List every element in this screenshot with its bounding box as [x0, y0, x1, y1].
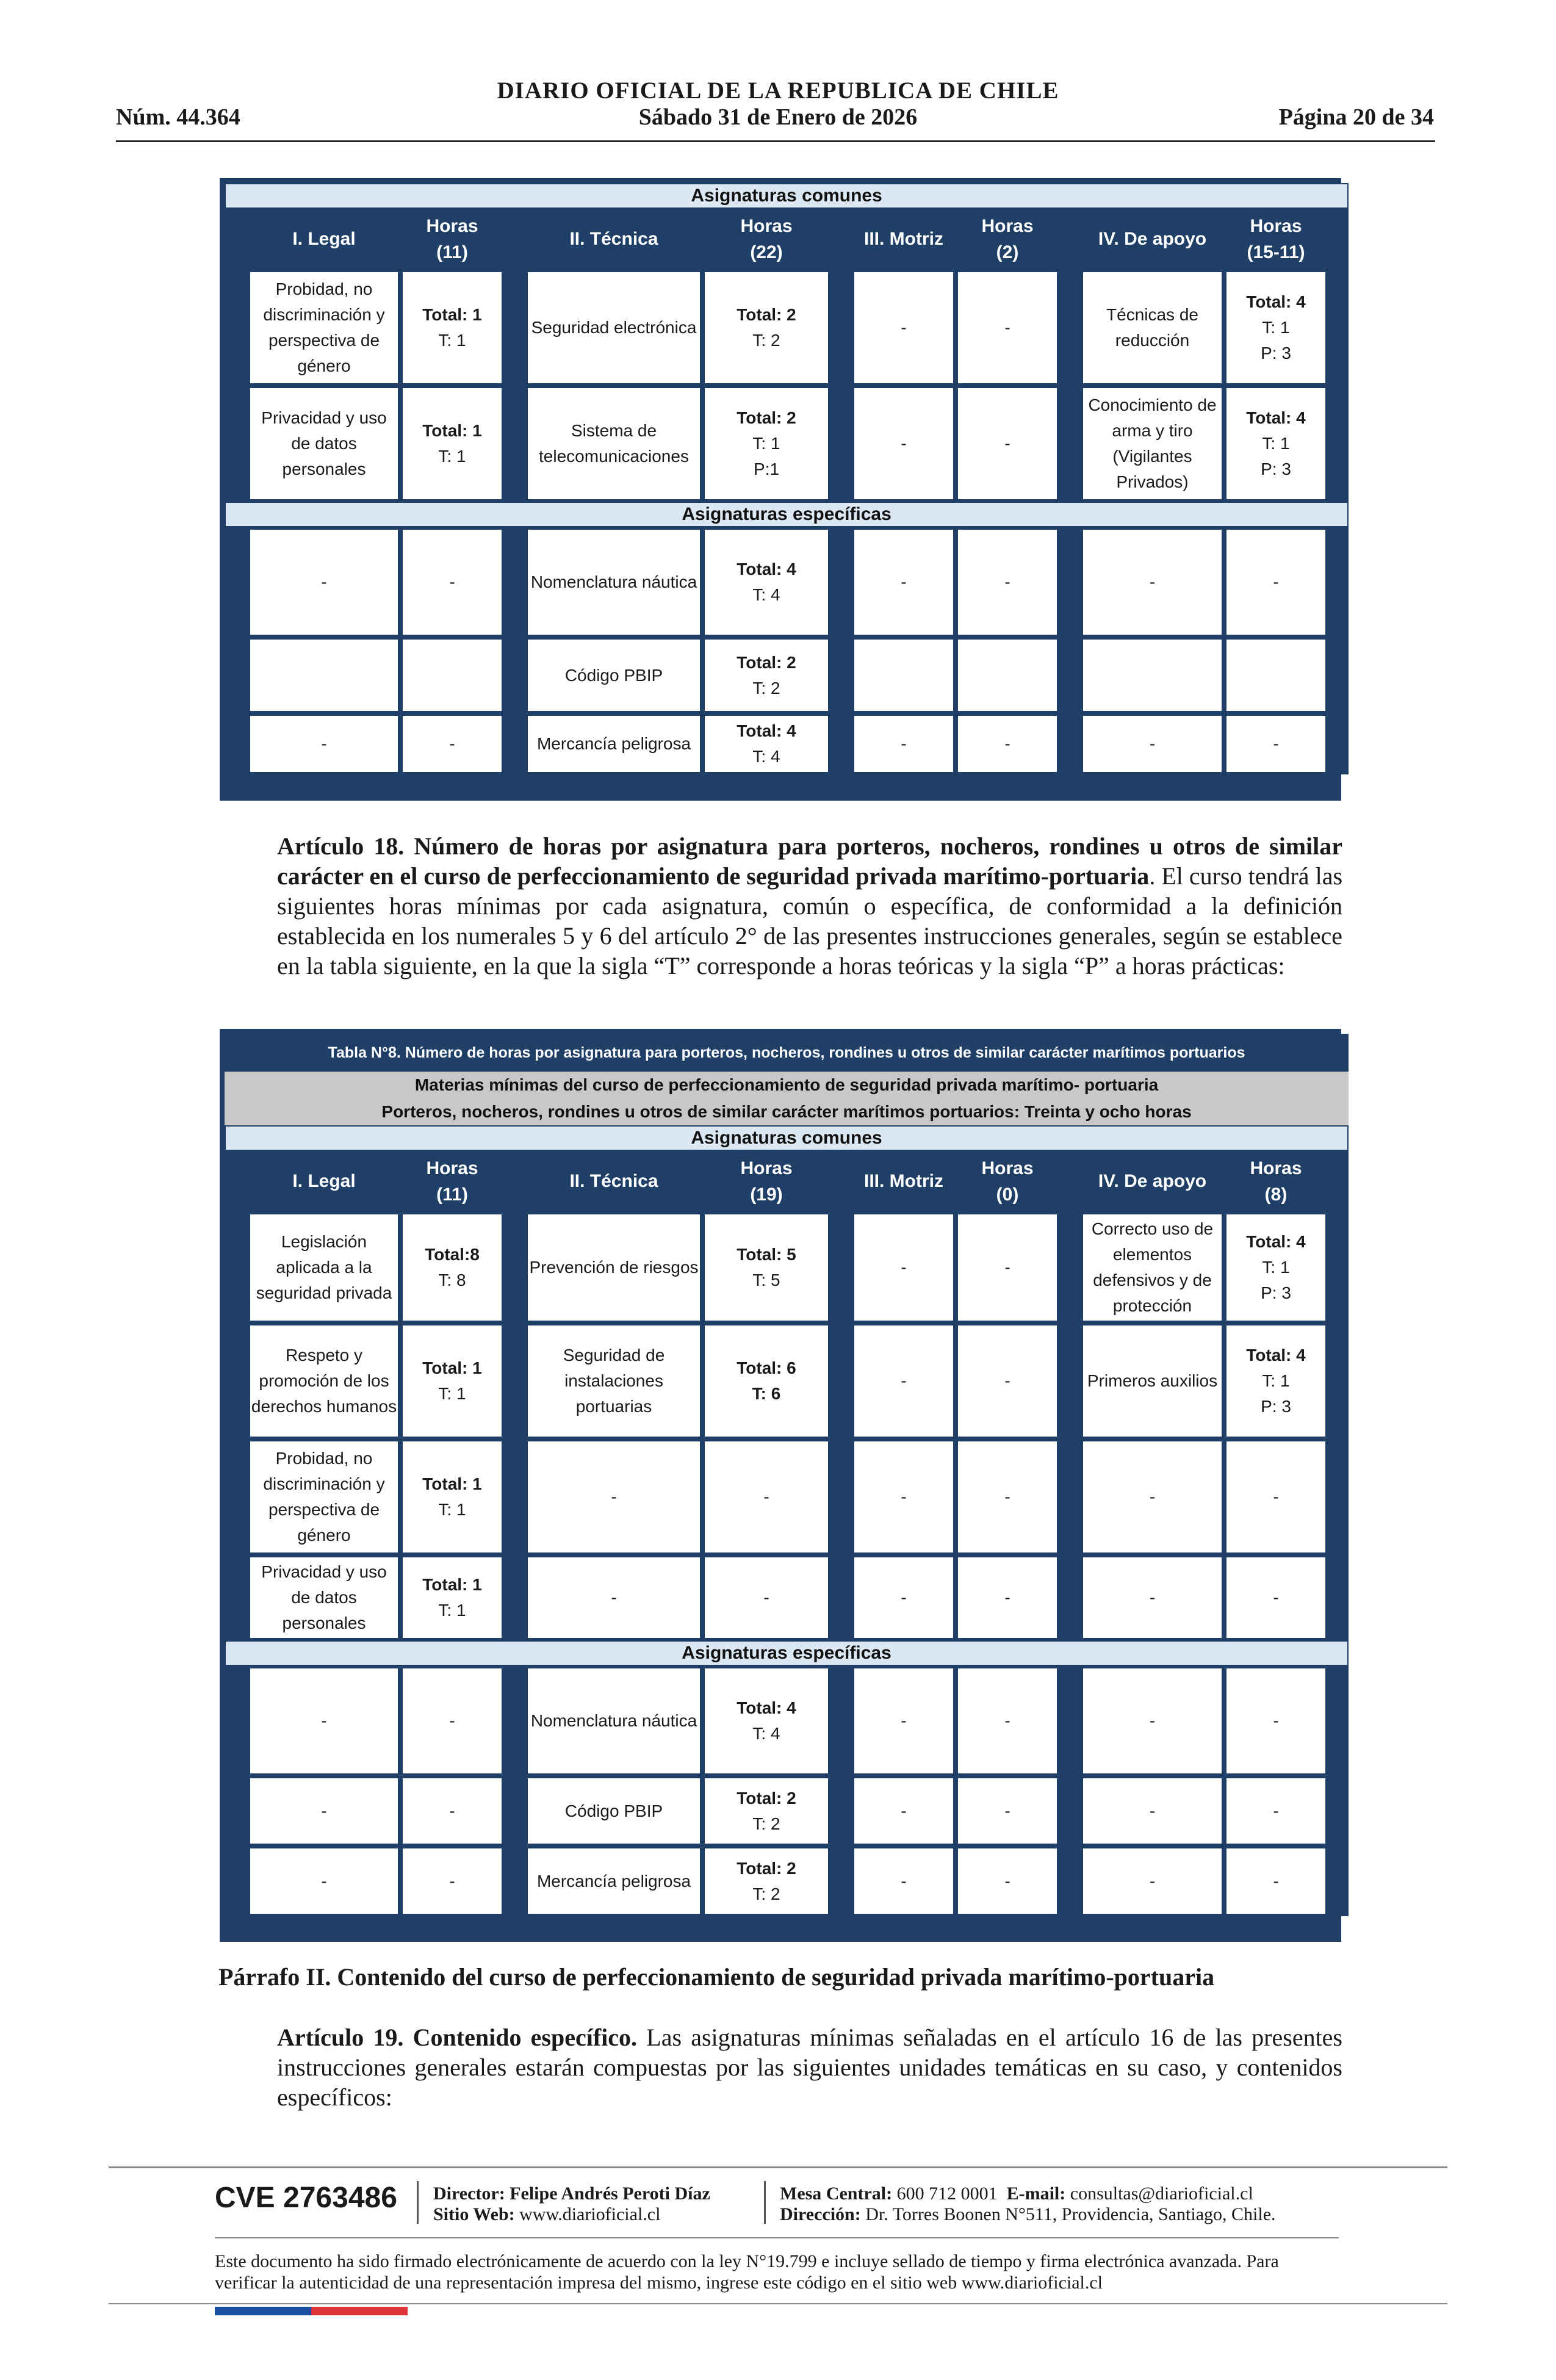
- hours-cell: -: [956, 1439, 1059, 1555]
- subject-cell: -: [248, 713, 400, 774]
- subject-cell: -: [1081, 1846, 1224, 1916]
- article-19-heading: Artículo 19. Contenido específico.: [277, 2024, 638, 2051]
- subject-cell: -: [852, 1846, 956, 1916]
- table-row: [225, 1212, 1349, 1323]
- subject-cell: -: [525, 1555, 702, 1640]
- hours-cell: Total: 2 T: 2: [702, 1776, 830, 1846]
- subject-cell: -: [1081, 713, 1224, 774]
- hours-cell: Total: 4 T: 4: [702, 1666, 830, 1776]
- col-motriz-header: III. Motriz: [864, 1171, 943, 1192]
- hours-cell: Total:8 T: 8: [400, 1212, 504, 1323]
- footer-separator: [764, 2181, 766, 2224]
- hours-cell: -: [956, 1212, 1059, 1323]
- hours-cell: Total: 4 T: 1 P: 3: [1224, 1323, 1328, 1439]
- subject-cell: Código PBIP: [525, 637, 702, 713]
- director-name: Felipe Andrés Peroti Díaz: [510, 2183, 710, 2204]
- hours-table-2: [220, 1029, 1341, 1942]
- subject-cell: Seguridad de instalaciones portuarias: [525, 1323, 702, 1439]
- table-row: [225, 637, 1349, 713]
- subject-cell: -: [1081, 1776, 1224, 1846]
- table-row: [225, 1555, 1349, 1640]
- hours-cell: Total: 2 T: 2: [702, 1846, 830, 1916]
- hours-cell: -: [956, 1323, 1059, 1439]
- flag-stripe-red: [311, 2307, 408, 2315]
- hours-table-1: [220, 178, 1341, 801]
- col-tecnica-hours-header: Horas (19): [740, 1158, 793, 1205]
- hours-cell: -: [400, 1776, 504, 1846]
- hours-cell: -: [1224, 1439, 1328, 1555]
- hours-cell: Total: 6 T: 6: [702, 1323, 830, 1439]
- hours-cell: [1224, 637, 1328, 713]
- footer-divider-mid: [215, 2237, 1339, 2238]
- article-18-heading: Artículo 18. Número de horas por asignatura para porteros, nocheros, rondines u otros de similar carácter en el curso de perfeccionamiento de seguridad privada marítimo-portuaria: [277, 832, 1342, 890]
- article-19-paragraph: [218, 2022, 1342, 2112]
- common-subjects-band: Asignaturas comunes: [225, 1125, 1349, 1151]
- hours-cell: -: [956, 527, 1059, 637]
- hours-cell: Total: 4 T: 1 P: 3: [1224, 1212, 1328, 1323]
- subject-cell: Sistema de telecomunicaciones: [525, 386, 702, 502]
- subject-cell: -: [248, 1776, 400, 1846]
- subject-cell: Correcto uso de elementos defensivos y de protección: [1081, 1212, 1224, 1323]
- hours-cell: -: [956, 1846, 1059, 1916]
- hours-cell: Total: 4 T: 1 P: 3: [1224, 270, 1328, 386]
- hours-cell: Total: 2 T: 1 P:1: [702, 386, 830, 502]
- subject-cell: -: [525, 1439, 702, 1555]
- hours-cell: -: [956, 1776, 1059, 1846]
- phone-number: 600 712 0001: [896, 2183, 998, 2204]
- hours-cell: -: [1224, 527, 1328, 637]
- subject-cell: Conocimiento de arma y tiro (Vigilantes Privados): [1081, 386, 1224, 502]
- col-legal-header: I. Legal: [292, 229, 356, 250]
- hours-cell: -: [956, 270, 1059, 386]
- subject-cell: -: [248, 527, 400, 637]
- col-motriz-hours-header: Horas (2): [981, 215, 1034, 262]
- subject-cell: -: [248, 1846, 400, 1916]
- hours-cell: -: [400, 1666, 504, 1776]
- subject-cell: Mercancía peligrosa: [525, 1846, 702, 1916]
- hours-cell: Total: 4 T: 4: [702, 713, 830, 774]
- col-apoyo-header: IV. De apoyo: [1098, 229, 1207, 250]
- subject-cell: -: [852, 1212, 956, 1323]
- hours-cell: -: [956, 386, 1059, 502]
- col-tecnica-header: II. Técnica: [569, 1171, 658, 1192]
- hours-cell: Total: 4 T: 1 P: 3: [1224, 386, 1328, 502]
- article-18-text: . El curso tendrá las siguientes horas mínimas por cada asignatura, común o específica, de conformidad a la definición establecida en los numerales 5 y 6 del artículo 2° de las presentes instrucciones generales, según se establece en la tabla siguiente, en la que la sigla “T” corresponde a horas teóricas y la sigla “P” a horas prácticas:: [277, 862, 1343, 979]
- hours-cell: -: [1224, 1776, 1328, 1846]
- table-row: [225, 527, 1349, 637]
- col-motriz-hours-header: Horas (0): [981, 1158, 1034, 1205]
- subject-cell: -: [1081, 1439, 1224, 1555]
- hours-cell: -: [1224, 713, 1328, 774]
- hours-cell: -: [1224, 1555, 1328, 1640]
- subject-cell: Prevención de riesgos: [525, 1212, 702, 1323]
- hours-grid-1: [225, 183, 1349, 774]
- subject-cell: -: [852, 1323, 956, 1439]
- hours-cell: -: [400, 713, 504, 774]
- subject-cell: Mercancía peligrosa: [525, 713, 702, 774]
- subject-cell: -: [1081, 1555, 1224, 1640]
- table-row: [225, 1776, 1349, 1846]
- signature-note: Este documento ha sido firmado electrónicamente de acuerdo con la ley N°19.799 e incluye sellado de tiempo y firma electrónica avanzada. Para verificar la autenticidad de una representación impresa del mismo, ingrese este código en el sitio web www.diarioficial.cl: [215, 2251, 1279, 2293]
- issue-number: Núm. 44.364: [116, 104, 240, 130]
- footer-divider-bottom: [109, 2303, 1447, 2304]
- flag-stripe-blue: [215, 2307, 311, 2315]
- subject-cell: -: [852, 1439, 956, 1555]
- subject-cell: Respeto y promoción de los derechos humanos: [248, 1323, 400, 1439]
- hours-cell: Total: 5 T: 5: [702, 1212, 830, 1323]
- table-header-row: [225, 1151, 1349, 1212]
- subject-cell: Probidad, no discriminación y perspectiva de género: [248, 1439, 400, 1555]
- subject-cell: Técnicas de reducción: [1081, 270, 1224, 386]
- subject-cell: -: [852, 1776, 956, 1846]
- specific-subjects-band: Asignaturas específicas: [225, 502, 1349, 527]
- issue-date: Sábado 31 de Enero de 2026: [638, 104, 918, 130]
- hours-cell: -: [956, 713, 1059, 774]
- col-apoyo-header: IV. De apoyo: [1098, 1171, 1207, 1192]
- table-subtitle-2: Porteros, nocheros, rondines u otros de similar carácter marítimos portuarios: Treinta y ocho horas: [225, 1098, 1349, 1125]
- table-row: [225, 1666, 1349, 1776]
- page-indicator: Página 20 de 34: [1278, 104, 1434, 130]
- hours-cell: Total: 1 T: 1: [400, 1439, 504, 1555]
- article-18-paragraph: [218, 831, 1342, 981]
- hours-cell: Total: 2 T: 2: [702, 637, 830, 713]
- table-row: [225, 386, 1349, 502]
- hours-cell: Total: 4 T: 4: [702, 527, 830, 637]
- hours-cell: -: [702, 1555, 830, 1640]
- hours-cell: Total: 1 T: 1: [400, 1323, 504, 1439]
- table-row: [225, 1439, 1349, 1555]
- subject-cell: Probidad, no discriminación y perspectiva de género: [248, 270, 400, 386]
- footer-separator: [417, 2181, 419, 2224]
- hours-cell: -: [956, 1555, 1059, 1640]
- col-legal-hours-header: Horas (11): [426, 215, 478, 262]
- hours-cell: Total: 1 T: 1: [400, 270, 504, 386]
- hours-cell: -: [400, 1846, 504, 1916]
- table-caption: Tabla N°8. Número de horas por asignatura para porteros, nocheros, rondines u otros de similar carácter marítimos portuarios: [225, 1034, 1349, 1072]
- subject-cell: Privacidad y uso de datos personales: [248, 1555, 400, 1640]
- table-row: [225, 270, 1349, 386]
- header-divider: [116, 140, 1435, 142]
- hours-cell: Total: 1 T: 1: [400, 1555, 504, 1640]
- website-link[interactable]: www.diarioficial.cl: [519, 2204, 661, 2224]
- email-link[interactable]: consultas@diarioficial.cl: [1070, 2183, 1253, 2204]
- table-row: [225, 1846, 1349, 1916]
- table-row: [225, 713, 1349, 774]
- hours-cell: -: [1224, 1666, 1328, 1776]
- subject-cell: -: [1081, 527, 1224, 637]
- footer-contact-block: Mesa Central: 600 712 0001 E-mail: consultas@diarioficial.cl Dirección: Dr. Torres Boonen N°511, Providencia, Santiago, Chile.: [780, 2183, 1276, 2224]
- subject-cell: Seguridad electrónica: [525, 270, 702, 386]
- subject-cell: Legislación aplicada a la seguridad privada: [248, 1212, 400, 1323]
- article-19-text: Las asignaturas mínimas señaladas en el artículo 16 de las presentes instrucciones generales estarán compuestas por las siguientes unidades temáticas en su caso, y contenidos específicos:: [277, 2024, 1343, 2111]
- subject-cell: -: [248, 1666, 400, 1776]
- specific-subjects-band: Asignaturas específicas: [225, 1640, 1349, 1666]
- subject-cell: Código PBIP: [525, 1776, 702, 1846]
- col-apoyo-hours-header: Horas (8): [1250, 1158, 1302, 1205]
- subject-cell: -: [852, 713, 956, 774]
- hours-cell: -: [400, 527, 504, 637]
- paragraph-2-title: Párrafo II. Contenido del curso de perfeccionamiento de seguridad privada marítimo-portuaria: [218, 1963, 1215, 1991]
- hours-cell: -: [956, 1666, 1059, 1776]
- col-apoyo-hours-header: Horas (15-11): [1247, 215, 1305, 262]
- subject-cell: -: [1081, 1666, 1224, 1776]
- footer-director-block: Director: Felipe Andrés Peroti Díaz Sitio Web: www.diarioficial.cl: [433, 2183, 710, 2224]
- col-tecnica-header: II. Técnica: [569, 229, 658, 250]
- subject-cell: -: [852, 1666, 956, 1776]
- subject-cell: [248, 637, 400, 713]
- subject-cell: [852, 637, 956, 713]
- table-header-row: [225, 209, 1349, 270]
- common-subjects-band: Asignaturas comunes: [225, 183, 1349, 209]
- newspaper-title: DIARIO OFICIAL DE LA REPUBLICA DE CHILE: [497, 78, 1059, 104]
- hours-cell: -: [1224, 1846, 1328, 1916]
- col-motriz-header: III. Motriz: [864, 229, 943, 250]
- col-legal-header: I. Legal: [292, 1171, 356, 1192]
- hours-cell: -: [702, 1439, 830, 1555]
- cve-code: CVE 2763486: [215, 2182, 397, 2214]
- subject-cell: -: [852, 527, 956, 637]
- subject-cell: Primeros auxilios: [1081, 1323, 1224, 1439]
- hours-cell: Total: 2 T: 2: [702, 270, 830, 386]
- subject-cell: -: [852, 386, 956, 502]
- subject-cell: Nomenclatura náutica: [525, 1666, 702, 1776]
- subject-cell: -: [852, 270, 956, 386]
- hours-grid-2: [225, 1034, 1349, 1916]
- hours-cell: Total: 1 T: 1: [400, 386, 504, 502]
- table-row: [225, 1323, 1349, 1439]
- hours-cell: [956, 637, 1059, 713]
- col-legal-hours-header: Horas (11): [426, 1158, 478, 1205]
- address: Dr. Torres Boonen N°511, Providencia, Santiago, Chile.: [865, 2204, 1276, 2224]
- subject-cell: [1081, 637, 1224, 713]
- subject-cell: Privacidad y uso de datos personales: [248, 386, 400, 502]
- table-subtitle-1: Materias mínimas del curso de perfeccionamiento de seguridad privada marítimo- portuaria: [225, 1072, 1349, 1098]
- hours-cell: [400, 637, 504, 713]
- subject-cell: -: [852, 1555, 956, 1640]
- subject-cell: Nomenclatura náutica: [525, 527, 702, 637]
- col-tecnica-hours-header: Horas (22): [740, 215, 793, 262]
- footer-divider-top: [109, 2166, 1447, 2168]
